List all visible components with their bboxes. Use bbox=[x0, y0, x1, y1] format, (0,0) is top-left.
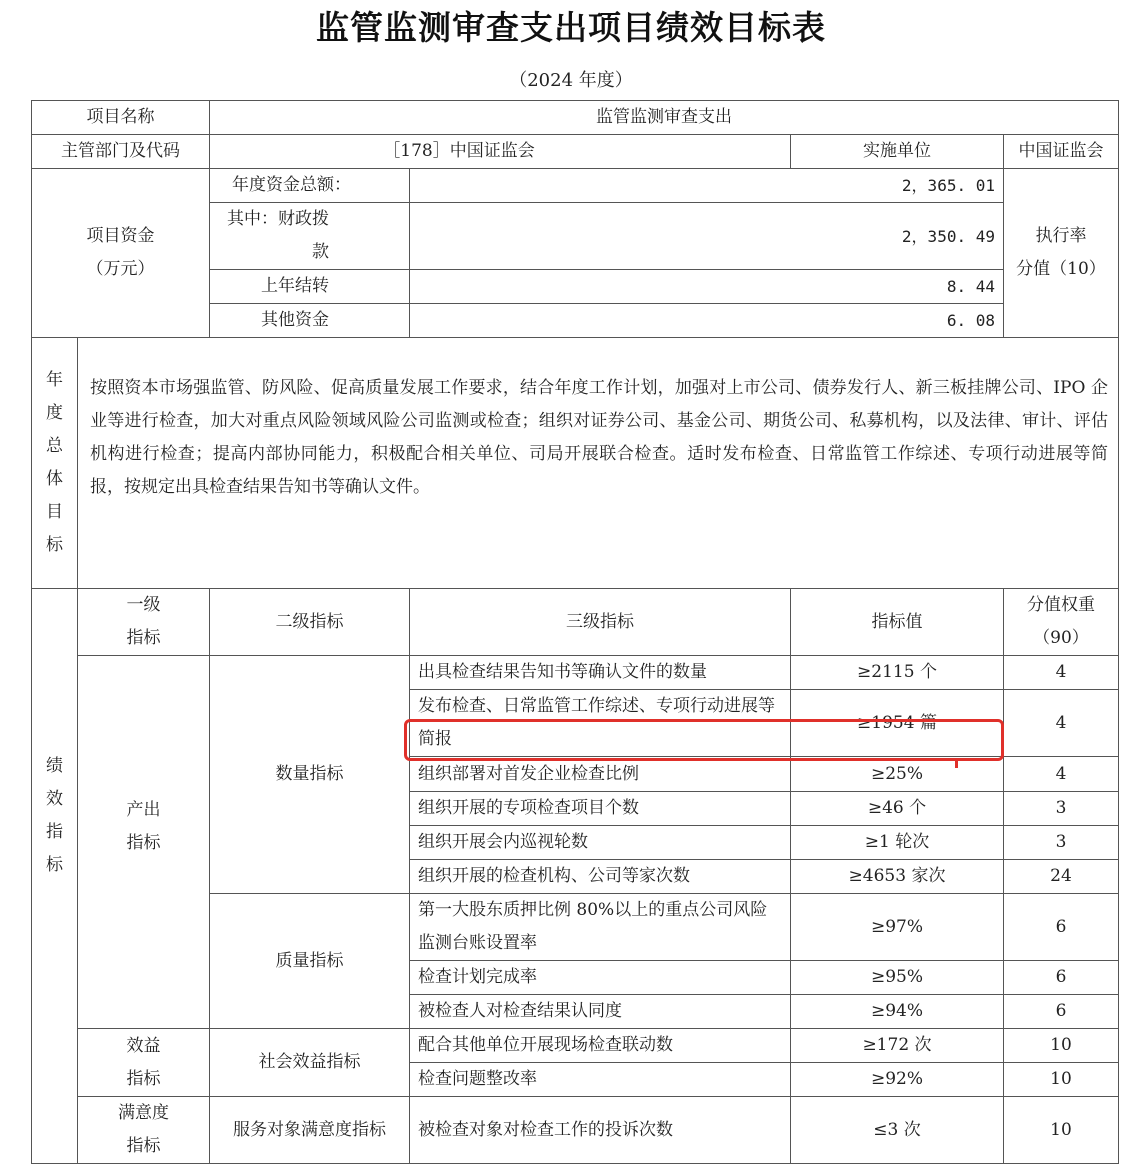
level1-benefit-line1: 效益 bbox=[126, 1035, 161, 1056]
indicator-weight: 3 bbox=[1004, 826, 1119, 860]
funds-row bbox=[32, 169, 1119, 203]
execution-rate-label: 执行率 bbox=[1035, 226, 1087, 246]
goal-label-char: 目 bbox=[46, 502, 63, 522]
indicator-name: 被检查人对检查结果认同度 bbox=[410, 995, 791, 1029]
level1-output-line2: 指标 bbox=[126, 833, 161, 853]
level1-satisfaction-line2: 指标 bbox=[126, 1136, 161, 1156]
section-label-char: 绩 bbox=[46, 756, 63, 776]
level1-satisfaction-line1: 满意度 bbox=[118, 1103, 169, 1123]
level2-quantity: 数量指标 bbox=[210, 656, 410, 894]
section-label-char: 标 bbox=[46, 855, 63, 875]
funds-row-value: 2，365. 01 bbox=[410, 169, 1004, 203]
indicator-value: ≥1 轮次 bbox=[791, 826, 1004, 860]
level2-quality: 质量指标 bbox=[210, 894, 410, 1029]
page-title: 监管监测审查支出项目绩效目标表 bbox=[316, 8, 826, 47]
level1-satisfaction bbox=[78, 1097, 210, 1164]
indicator-name: 检查问题整改率 bbox=[410, 1063, 791, 1097]
indicator-name: 出具检查结果告知书等确认文件的数量 bbox=[410, 656, 791, 690]
indicator-name: 组织开展的专项检查项目个数 bbox=[410, 792, 791, 826]
indicator-weight: 6 bbox=[1004, 995, 1119, 1029]
indicator-value: ≥2115 个 bbox=[791, 656, 1004, 690]
year-subtitle: （2024 年度） bbox=[509, 70, 633, 91]
funds-row-label: 上年结转 bbox=[210, 270, 410, 304]
indicator-weight: 24 bbox=[1004, 860, 1119, 894]
indicator-value: ≥1954 篇 bbox=[791, 690, 1004, 757]
indicator-value: ≥92% bbox=[791, 1063, 1004, 1097]
level1-output-line1: 产出 bbox=[126, 800, 161, 820]
funds-label-line1: 项目资金 bbox=[86, 226, 155, 246]
annual-goal-label bbox=[32, 338, 78, 589]
funds-row-value: 8. 44 bbox=[410, 270, 1004, 304]
indicator-weight: 10 bbox=[1004, 1097, 1119, 1164]
department-row bbox=[32, 135, 1119, 169]
indicator-value: ≥46 个 bbox=[791, 792, 1004, 826]
indicator-weight: 3 bbox=[1004, 792, 1119, 826]
header-level1-line1: 一级 bbox=[126, 595, 161, 615]
header-level1-line2: 指标 bbox=[126, 628, 161, 648]
highlight-tick-mark bbox=[955, 760, 958, 768]
indicator-section-label bbox=[32, 589, 78, 1164]
annual-goal-text: 按照资本市场强监管、防风险、促高质量发展工作要求，结合年度工作计划，加强对上市公司、债券发行人、新三板挂牌公司、IPO 企业等进行检查，加大对重点风险领域风险公司监测或检查；组织对证券公司、基金公司、期货公司、私募机构，以及法律、审计、评估机构进行检查；提高内部协同能力，积极配合相关单位、司局开展联合检查。适时发布检查、日常监管工作综述、专项行动进展等简报，按规定出具检查结果告知书等确认文件。 bbox=[78, 338, 1119, 589]
section-label-char: 效 bbox=[46, 789, 63, 809]
indicator-name: 检查计划完成率 bbox=[410, 961, 791, 995]
indicator-name: 组织开展会内巡视轮数 bbox=[410, 826, 791, 860]
funds-row-label: 年度资金总额： bbox=[210, 169, 410, 203]
indicator-weight: 10 bbox=[1004, 1029, 1119, 1063]
indicator-header-row bbox=[32, 589, 1119, 656]
indicator-weight: 6 bbox=[1004, 961, 1119, 995]
project-name-label: 项目名称 bbox=[32, 101, 210, 135]
indicator-weight: 4 bbox=[1004, 757, 1119, 792]
header-weight-line1: 分值权重 bbox=[1027, 595, 1095, 615]
indicator-name: 组织部署对首发企业检查比例 bbox=[410, 757, 791, 792]
goal-label-char: 总 bbox=[46, 436, 63, 456]
indicator-name: 配合其他单位开展现场检查联动数 bbox=[410, 1029, 791, 1063]
goal-label-char: 年 bbox=[46, 370, 63, 390]
header-level3: 三级指标 bbox=[410, 589, 791, 656]
indicator-value: ≥95% bbox=[791, 961, 1004, 995]
indicator-row bbox=[32, 1097, 1119, 1164]
section-label-char: 指 bbox=[46, 822, 63, 842]
funds-row-label: 其中：财政拨款 bbox=[210, 203, 410, 270]
header-weight-line2: （90） bbox=[1033, 628, 1089, 648]
project-name-row bbox=[32, 101, 1119, 135]
indicator-value: ≥25% bbox=[791, 757, 1004, 792]
level1-benefit-line2: 指标 bbox=[126, 1068, 161, 1089]
goal-label-char: 体 bbox=[46, 469, 63, 489]
indicator-weight: 4 bbox=[1004, 656, 1119, 690]
indicator-row bbox=[32, 656, 1119, 690]
goal-label-char: 标 bbox=[46, 535, 63, 555]
funds-row-label: 其他资金 bbox=[210, 304, 410, 338]
level1-benefit bbox=[78, 1029, 210, 1097]
level2-social-benefit: 社会效益指标 bbox=[210, 1029, 410, 1097]
indicator-name: 发布检查、日常监管工作综述、专项行动进展等简报 bbox=[410, 690, 791, 757]
funds-row-value: 2，350. 49 bbox=[410, 203, 1004, 270]
funds-label-line2: （万元） bbox=[86, 259, 155, 279]
execution-rate-score: 分值（10） bbox=[1016, 259, 1106, 279]
indicator-value: ≥4653 家次 bbox=[791, 860, 1004, 894]
header-weight bbox=[1004, 589, 1119, 656]
indicator-weight: 4 bbox=[1004, 690, 1119, 757]
indicator-value: ≥97% bbox=[791, 894, 1004, 961]
funds-row-value: 6. 08 bbox=[410, 304, 1004, 338]
indicator-name: 组织开展的检查机构、公司等家次数 bbox=[410, 860, 791, 894]
indicator-value: ≥94% bbox=[791, 995, 1004, 1029]
header-value: 指标值 bbox=[791, 589, 1004, 656]
indicator-name: 被检查对象对检查工作的投诉次数 bbox=[410, 1097, 791, 1164]
indicator-name: 第一大股东质押比例 80%以上的重点公司风险监测台账设置率 bbox=[410, 894, 791, 961]
project-name-value: 监管监测审查支出 bbox=[210, 101, 1119, 135]
funds-label bbox=[32, 169, 210, 338]
indicator-value: ≥172 次 bbox=[791, 1029, 1004, 1063]
indicator-row bbox=[32, 1029, 1119, 1063]
level2-satisfaction: 服务对象满意度指标 bbox=[210, 1097, 410, 1164]
level1-output bbox=[78, 656, 210, 1029]
implementer-value: 中国证监会 bbox=[1004, 135, 1119, 169]
header-level1 bbox=[78, 589, 210, 656]
department-label: 主管部门及代码 bbox=[32, 135, 210, 169]
execution-rate-cell bbox=[1004, 169, 1119, 338]
header-level2: 二级指标 bbox=[210, 589, 410, 656]
indicator-weight: 10 bbox=[1004, 1063, 1119, 1097]
indicator-weight: 6 bbox=[1004, 894, 1119, 961]
implementer-label: 实施单位 bbox=[791, 135, 1004, 169]
department-value: ［178］中国证监会 bbox=[210, 135, 791, 169]
performance-table bbox=[31, 100, 1119, 1164]
annual-goal-row bbox=[32, 338, 1119, 589]
goal-label-char: 度 bbox=[46, 403, 63, 423]
indicator-value: ≤3 次 bbox=[791, 1097, 1004, 1164]
